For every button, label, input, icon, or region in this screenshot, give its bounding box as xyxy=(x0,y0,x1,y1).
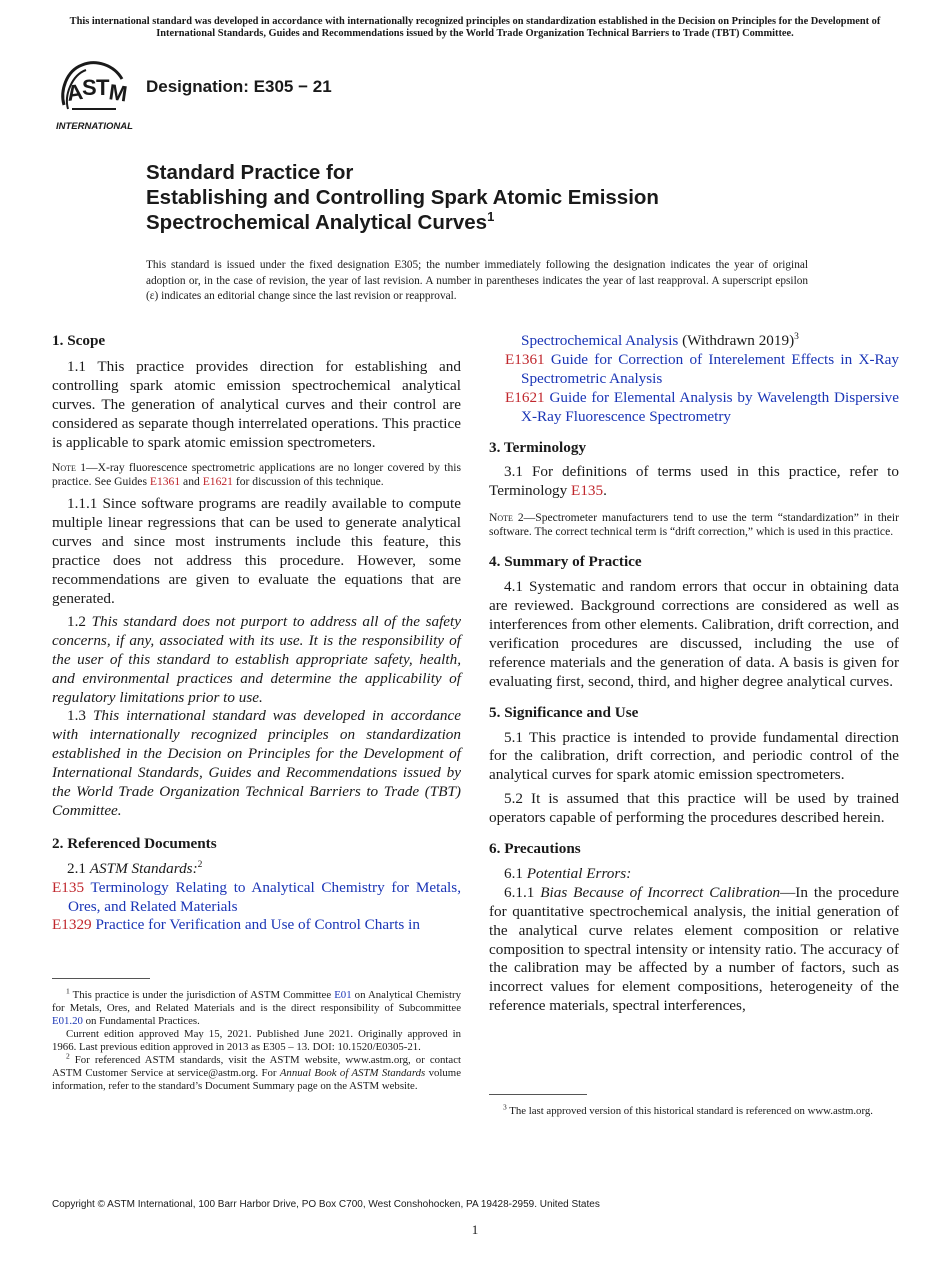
link-e1621[interactable]: E1621 xyxy=(202,475,233,489)
tbt-banner: This international standard was developed in accordance with internationally recognized principles on standardization established in the Decision on Principles for the Development of International Standards, Guides and Recommendations issued by the World Trade Organization Technical Barriers to Trade (TBT) Committee. xyxy=(69,16,881,39)
section-heading-summary: 4. Summary of Practice xyxy=(489,553,642,571)
title-footnote-mark: 1 xyxy=(487,209,495,225)
svg-text:M: M xyxy=(107,79,129,107)
link-e01[interactable]: E01 xyxy=(334,989,352,1001)
reference-e1361[interactable]: E1361 Guide for Correction of Interelement Effects in X-Ray Spectrometric Analysis xyxy=(505,350,899,387)
section-heading-referenced-documents: 2. Referenced Documents xyxy=(52,834,217,852)
link-e135[interactable]: E135 xyxy=(571,482,604,500)
title-line-2: Establishing and Controlling Spark Atomic Emission xyxy=(146,186,659,209)
document-title xyxy=(146,160,866,235)
footnotes-right xyxy=(489,1102,899,1118)
para-5-1: 5.1 This practice is intended to provide fundamental direction for the calibration, drift correction, and periodic control of the analytical curves for spark atomic emission spectrometers. xyxy=(489,728,899,784)
footnote-rule-right xyxy=(489,1094,587,1095)
title-line-1: Standard Practice for xyxy=(146,161,354,184)
link-e1361[interactable]: E1361 xyxy=(149,475,181,489)
section-heading-precautions: 6. Precautions xyxy=(489,840,581,858)
para-4-1: 4.1 Systematic and random errors that occur in obtaining data are reviewed. Background corrections are considered as well as interferences from other elements. Calibration, drift correction, and verification procedures are discussed, including the use of reference materials and the generation of data. A basis is given for evaluating first, second, third, and higher degree analytical curves. xyxy=(489,578,899,690)
issuance-note: This standard is issued under the fixed designation E305; the number immediately following the designation indicates the year of original adoption or, in the case of revision, the year of last revision. A number in parentheses indicates the year of last reapproval. A superscript epsilon (ε) indicates an editorial change since the last revision or reapproval. xyxy=(146,259,808,302)
reference-e1329-cont[interactable]: Spectrochemical Analysis (Withdrawn 2019)$^3$ xyxy=(521,331,799,349)
footnotes-left xyxy=(52,986,461,1093)
para-1-1: 1.1 This practice provides direction for establishing and controlling spark atomic emission spectrochemical analytical curves. The generation of analytical curves and their control are considered as separate though interrelated operations. This practice is applicable to spark atomic emission spectrometers. xyxy=(52,357,461,451)
section-heading-scope: 1. Scope xyxy=(52,332,106,349)
reference-e1621[interactable]: E1621 Guide for Elemental Analysis by Wavelength Dispersive X-Ray Fluorescence Spectrometry xyxy=(505,388,899,425)
copyright-line: Copyright © ASTM International, 100 Barr Harbor Drive, PO Box C700, West Conshohocken, PA 19428-2959. United States xyxy=(52,1199,600,1210)
note-2: Note 2—Spectrometer manufacturers tend to use the term “standardization” in their software. The correct technical term is “drift correction,” which is used in this practice. xyxy=(489,511,899,539)
page-number: 1 xyxy=(471,1222,479,1237)
title-line-3: Spectrochemical Analytical Curves$^1$ xyxy=(146,209,495,234)
svg-text:A: A xyxy=(65,78,85,106)
reference-e1329[interactable]: E1329 Practice for Verification and Use of Control Charts in xyxy=(52,916,420,934)
para-5-2: 5.2 It is assumed that this practice will be used by trained operators capable of performing the procedures described herein. xyxy=(489,790,899,827)
para-3-1: 3.1 For definitions of terms used in this practice, refer to Terminology E135. xyxy=(489,463,899,500)
footnote-rule-left xyxy=(52,978,150,979)
note-1: Note 1—X-ray fluorescence spectrometric applications are no longer covered by this practice. See Guides E1361 and E1621 for discussion of this technique. xyxy=(52,461,461,489)
section-heading-terminology: 3. Terminology xyxy=(489,438,587,456)
logo-subtext: INTERNATIONAL xyxy=(56,121,133,132)
svg-text:S: S xyxy=(82,75,97,100)
para-1-2: 1.2 This standard does not purport to address all of the safety concerns, if any, associated with its use. It is the responsibility of the user of this standard to establish appropriate safety, health, and environmental practices and determine the applicability of regulatory limitations prior to use. xyxy=(52,612,462,706)
para-6-1: 6.1 Potential Errors: xyxy=(504,864,632,882)
footnote-current-edition: Current edition approved May 15, 2021. Published June 2021. Originally approved in 1966. Last previous edition approved in 2013 as E305 – 13. DOI: 10.1520/E0305-21. xyxy=(52,1028,461,1053)
link-e01-20[interactable]: E01.20 xyxy=(52,1015,83,1027)
svg-text:T: T xyxy=(96,75,110,100)
left-column xyxy=(52,332,461,935)
footnote-2: $^2$ For referenced ASTM standards, visit the ASTM website, www.astm.org, or contact ASTM Customer Service at service@astm.org. For Annual Book of ASTM Standards volume information, refer to the standard’s Document Summary page on the ASTM website. xyxy=(52,1051,461,1092)
para-1-1-1: 1.1.1 Since software programs are readily available to compute multiple linear regressions that can be used to generate analytical curves and since most instruments include this feature, this practice does not address this procedure. However, some recommendations are given to evaluate the equations that are generated. xyxy=(52,495,461,607)
designation: Designation: E305 − 21 xyxy=(146,77,332,96)
astm-logo xyxy=(54,57,134,133)
para-6-1-1: 6.1.1 Bias Because of Incorrect Calibration—In the procedure for quantitative spectrochemical analysis, the initial generation of the analytical curve relates element composition or relative composition to spectral intensity or intensity ratio. The accuracy of the calibration may be affected by a number of factors, such as incorrect values for element compositions, heterogeneity of the reference materials, spectral interferences, xyxy=(489,883,900,1015)
para-1-3: 1.3 This international standard was developed in accordance with internationally recognized principles on standardization established in the Decision on Principles for the Development of International Standards, Guides and Recommendations issued by the World Trade Organization Technical Barriers to Trade (TBT) Committee. xyxy=(52,707,462,819)
right-column xyxy=(489,332,899,1016)
footnote-1: $^1$ This practice is under the jurisdiction of ASTM Committee E01 on Analytical Chemistry for Metals, Ores, and Related Materials and is the direct responsibility of Subcommittee E01.20 on Fundamental Practices. xyxy=(52,986,461,1027)
reference-e135[interactable]: E135 Terminology Relating to Analytical Chemistry for Metals, Ores, and Related Materials xyxy=(52,878,461,915)
para-2-1: 2.1 ASTM Standards:$^2$ xyxy=(67,859,203,877)
section-heading-significance: 5. Significance and Use xyxy=(489,703,639,721)
footnote-3: $^3$ The last approved version of this historical standard is referenced on www.astm.org. xyxy=(503,1102,873,1117)
